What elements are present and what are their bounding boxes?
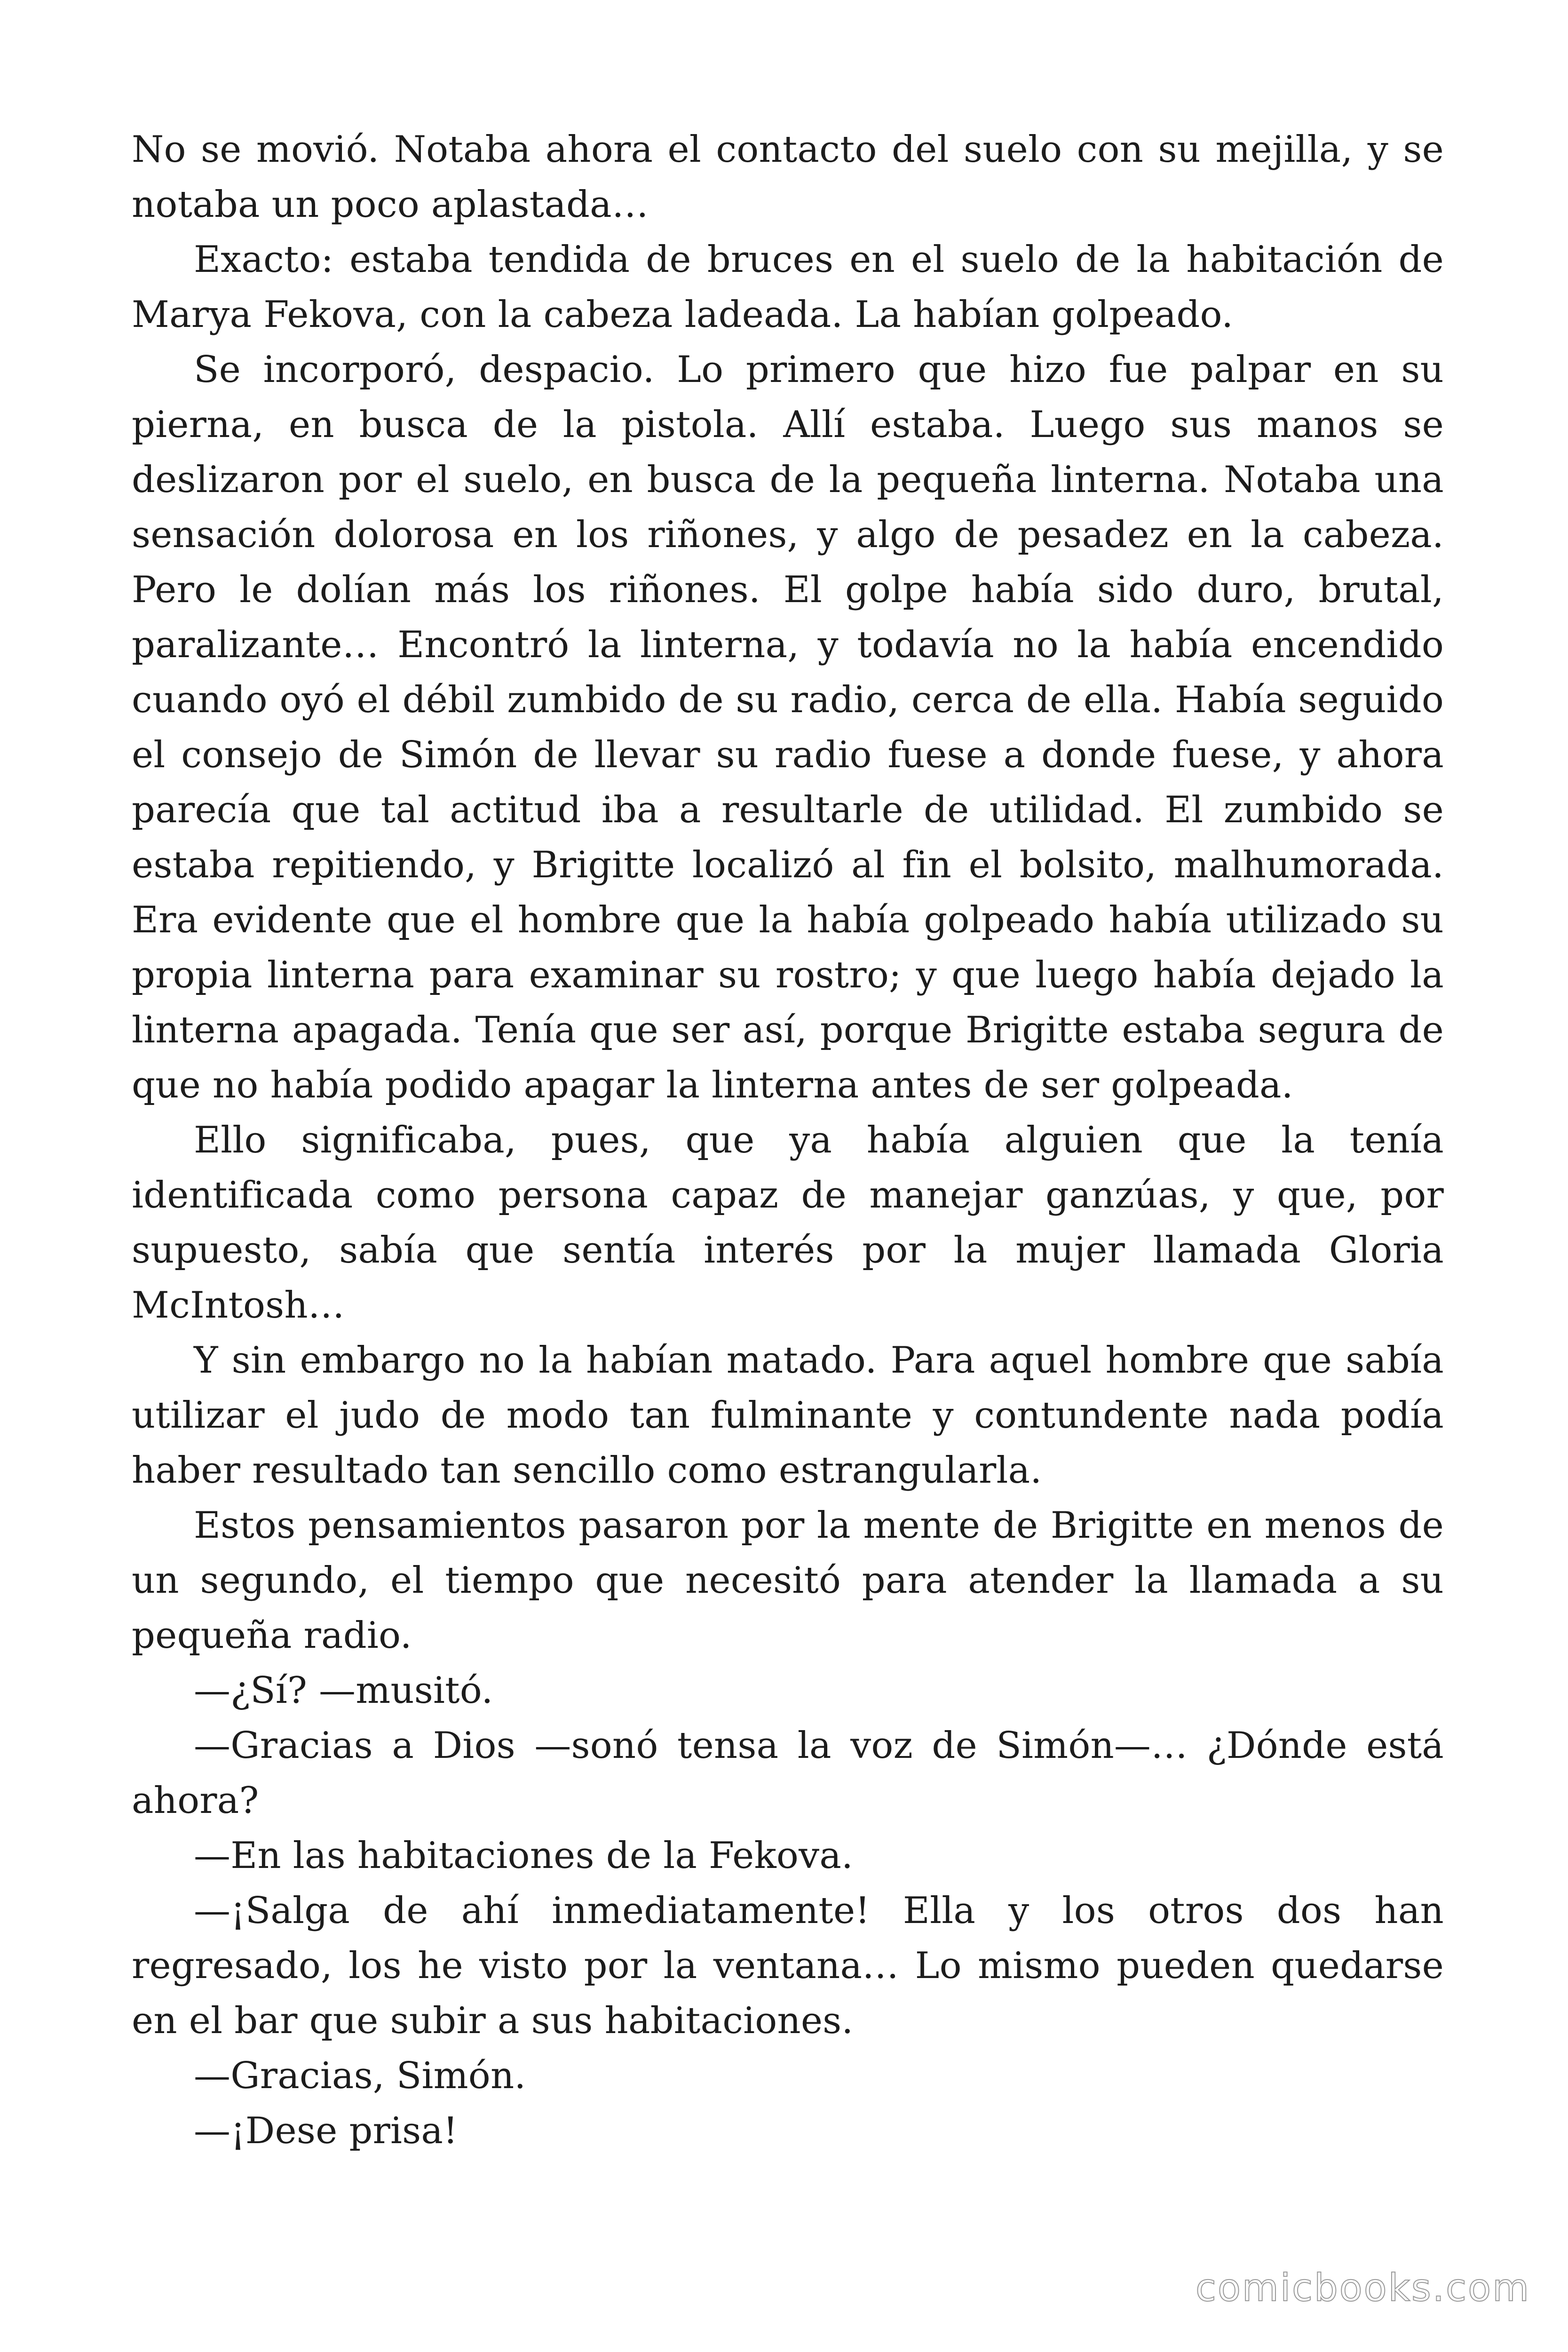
dialogue-line: —¡Dese prisa!	[194, 2110, 458, 2152]
paragraph: No se movió. Notaba ahora el contacto del suelo con su mejilla, y se notaba un poco aplastada…	[132, 128, 1444, 226]
paragraph: Y sin embargo no la habían matado. Para aquel hombre que sabía utilizar el judo de modo tan fulminante y contundente nada podía haber resultado tan sencillo como estrangularla.	[132, 1339, 1444, 1492]
paragraph: Exacto: estaba tendida de bruces en el suelo de la habitación de Marya Fekova, con la cabeza ladeada. La habían golpeado.	[132, 238, 1444, 336]
book-page	[132, 122, 1444, 2159]
paragraph: Estos pensamientos pasaron por la mente de Brigitte en menos de un segundo, el tiempo que necesitó para atender la llamada a su pequeña radio.	[132, 1504, 1444, 1657]
dialogue-line: —En las habitaciones de la Fekova.	[194, 1835, 854, 1877]
watermark: comicbooks.com	[1195, 2266, 1530, 2310]
dialogue-line: —Gracias a Dios —sonó tensa la voz de Simón—… ¿Dónde está ahora?	[132, 1724, 1444, 1822]
dialogue-line: —¿Sí? —musitó.	[194, 1669, 493, 1712]
dialogue-line: —¡Salga de ahí inmediatamente! Ella y los otros dos han regresado, los he visto por la ventana… Lo mismo pueden quedarse en el bar que subir a sus habitaciones.	[132, 1890, 1444, 2042]
paragraph: Se incorporó, despacio. Lo primero que hizo fue palpar en su pierna, en busca de la pistola. Allí estaba. Luego sus manos se deslizaron por el suelo, en busca de la pequeña linterna. Notaba una sensación dolorosa en los riñones, y algo de pesadez en la cabeza. Pero le dolían más los riñones. El golpe había sido duro, brutal, paralizante… Encontró la linterna, y todavía no la había encendido cuando oyó el débil zumbido de su radio, cerca de ella. Había seguido el consejo de Simón de llevar su radio fuese a donde fuese, y ahora parecía que tal actitud iba a resultarle de utilidad. El zumbido se estaba repitiendo, y Brigitte localizó al fin el bolsito, malhumorada. Era evidente que el hombre que la había golpeado había utilizado su propia linterna para examinar su rostro; y que luego había dejado la linterna apagada. Tenía que ser así, porque Brigitte estaba segura de que no había podido apagar la linterna antes de ser golpeada.	[132, 349, 1444, 1106]
paragraph: Ello significaba, pues, que ya había alguien que la tenía identificada como persona capaz de manejar ganzúas, y que, por supuesto, sabía que sentía interés por la mujer llamada Gloria McIntosh…	[132, 1119, 1444, 1327]
dialogue-line: —Gracias, Simón.	[194, 2055, 526, 2097]
